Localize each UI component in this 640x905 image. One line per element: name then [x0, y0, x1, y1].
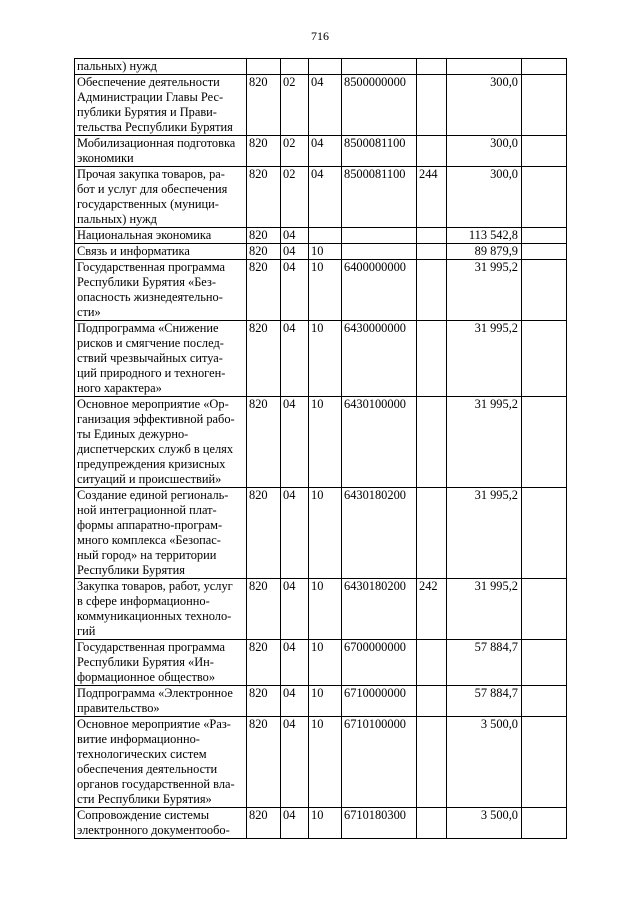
- table-row: [75, 488, 567, 579]
- row-code-3: [309, 59, 342, 75]
- row-empty-cell: [522, 579, 567, 640]
- table-row: [75, 228, 567, 244]
- table-row: [75, 167, 567, 228]
- row-code-1: 820: [247, 321, 281, 397]
- row-code-3: 10: [309, 686, 342, 717]
- row-name: Обеспечение деятельности Администрации Главы Рес- публики Бурятия и Прави- тельства Республики Бурятия: [75, 75, 247, 136]
- row-empty-cell: [522, 686, 567, 717]
- row-empty-cell: [522, 260, 567, 321]
- row-code-4: 6430180200: [342, 488, 417, 579]
- table-row: [75, 59, 567, 75]
- row-empty-cell: [522, 244, 567, 260]
- row-code-3: 10: [309, 488, 342, 579]
- row-code-1: 820: [247, 260, 281, 321]
- row-amount: 3 500,0: [447, 808, 522, 839]
- row-code-3: 10: [309, 397, 342, 488]
- row-code-5: [417, 75, 447, 136]
- row-code-2: 04: [281, 579, 309, 640]
- row-amount: 89 879,9: [447, 244, 522, 260]
- row-code-5: 244: [417, 167, 447, 228]
- row-code-3: 04: [309, 167, 342, 228]
- row-code-4: 6700000000: [342, 640, 417, 686]
- row-code-5: [417, 717, 447, 808]
- row-amount: 113 542,8: [447, 228, 522, 244]
- row-code-2: 02: [281, 167, 309, 228]
- table-row: [75, 640, 567, 686]
- table-row: [75, 321, 567, 397]
- row-amount: 31 995,2: [447, 321, 522, 397]
- row-empty-cell: [522, 59, 567, 75]
- table-row: [75, 579, 567, 640]
- row-name: Национальная экономика: [75, 228, 247, 244]
- table-row: [75, 244, 567, 260]
- row-code-1: 820: [247, 488, 281, 579]
- row-amount: 300,0: [447, 75, 522, 136]
- row-code-1: 820: [247, 579, 281, 640]
- row-code-3: 04: [309, 75, 342, 136]
- row-code-4: 6400000000: [342, 260, 417, 321]
- row-code-3: 10: [309, 640, 342, 686]
- row-empty-cell: [522, 397, 567, 488]
- row-code-5: [417, 397, 447, 488]
- row-name: пальных) нужд: [75, 59, 247, 75]
- row-code-2: 04: [281, 244, 309, 260]
- row-code-5: [417, 808, 447, 839]
- row-empty-cell: [522, 808, 567, 839]
- row-code-3: 10: [309, 579, 342, 640]
- row-code-2: [281, 59, 309, 75]
- row-empty-cell: [522, 75, 567, 136]
- row-name: Мобилизационная подготовка экономики: [75, 136, 247, 167]
- row-amount: 57 884,7: [447, 686, 522, 717]
- row-name: Сопровождение системы электронного документообо-: [75, 808, 247, 839]
- row-name: Связь и информатика: [75, 244, 247, 260]
- row-code-3: [309, 228, 342, 244]
- row-code-5: [417, 488, 447, 579]
- row-empty-cell: [522, 488, 567, 579]
- row-amount: 57 884,7: [447, 640, 522, 686]
- row-code-4: 8500081100: [342, 167, 417, 228]
- row-code-4: 6430180200: [342, 579, 417, 640]
- row-amount: 31 995,2: [447, 579, 522, 640]
- table-row: [75, 717, 567, 808]
- row-code-2: 04: [281, 717, 309, 808]
- row-code-4: 6430100000: [342, 397, 417, 488]
- row-name: Закупка товаров, работ, услуг в сфере информационно- коммуникационных техноло- гий: [75, 579, 247, 640]
- row-code-2: 04: [281, 808, 309, 839]
- row-code-4: [342, 59, 417, 75]
- row-code-2: 02: [281, 75, 309, 136]
- row-code-4: [342, 228, 417, 244]
- row-code-5: [417, 321, 447, 397]
- row-code-2: 04: [281, 640, 309, 686]
- row-code-3: 10: [309, 260, 342, 321]
- row-code-1: 820: [247, 244, 281, 260]
- row-empty-cell: [522, 640, 567, 686]
- row-code-2: 04: [281, 260, 309, 321]
- row-code-2: 04: [281, 321, 309, 397]
- page-number: 716: [311, 29, 329, 43]
- row-amount: 300,0: [447, 136, 522, 167]
- row-code-3: 10: [309, 717, 342, 808]
- row-code-5: [417, 244, 447, 260]
- row-code-1: 820: [247, 228, 281, 244]
- row-code-4: 6710000000: [342, 686, 417, 717]
- row-code-4: 8500000000: [342, 75, 417, 136]
- row-code-1: 820: [247, 75, 281, 136]
- table-row: [75, 75, 567, 136]
- row-code-5: [417, 136, 447, 167]
- row-name: Основное мероприятие «Раз- витие информационно- технологических систем обеспечения деятельности органов государственной вла- сти Республики Бурятия»: [75, 717, 247, 808]
- row-amount: 31 995,2: [447, 488, 522, 579]
- row-code-2: 02: [281, 136, 309, 167]
- row-code-3: 10: [309, 321, 342, 397]
- row-amount: [447, 59, 522, 75]
- row-code-5: [417, 59, 447, 75]
- row-empty-cell: [522, 167, 567, 228]
- row-empty-cell: [522, 321, 567, 397]
- table-row: [75, 686, 567, 717]
- row-code-2: 04: [281, 488, 309, 579]
- row-amount: 31 995,2: [447, 397, 522, 488]
- row-code-4: 6430000000: [342, 321, 417, 397]
- row-code-1: 820: [247, 136, 281, 167]
- table-row: [75, 260, 567, 321]
- table-row: [75, 136, 567, 167]
- row-name: Прочая закупка товаров, ра- бот и услуг для обеспечения государственных (муници- пальных) нужд: [75, 167, 247, 228]
- row-code-3: 10: [309, 244, 342, 260]
- row-amount: 3 500,0: [447, 717, 522, 808]
- row-code-5: [417, 228, 447, 244]
- row-name: Подпрограмма «Электронное правительство»: [75, 686, 247, 717]
- row-amount: 31 995,2: [447, 260, 522, 321]
- row-name: Основное мероприятие «Ор- ганизация эффективной рабо- ты Единых дежурно- диспетчерских служб в целях предупреждения кризисных ситуаций и происшествий»: [75, 397, 247, 488]
- row-code-5: [417, 686, 447, 717]
- row-code-4: 6710180300: [342, 808, 417, 839]
- row-code-3: 10: [309, 808, 342, 839]
- row-code-1: 820: [247, 808, 281, 839]
- row-code-2: 04: [281, 228, 309, 244]
- row-code-5: [417, 260, 447, 321]
- row-name: Создание единой региональ- ной интеграционной плат- формы аппаратно-програм- много комплекса «Безопас- ный город» на территории Республики Бурятия: [75, 488, 247, 579]
- row-code-4: 8500081100: [342, 136, 417, 167]
- budget-table: [74, 58, 567, 839]
- row-code-3: 04: [309, 136, 342, 167]
- row-code-4: 6710100000: [342, 717, 417, 808]
- row-empty-cell: [522, 228, 567, 244]
- row-code-1: 820: [247, 640, 281, 686]
- table-body: [75, 59, 567, 839]
- row-code-2: 04: [281, 686, 309, 717]
- row-name: Государственная программа Республики Бурятия «Без- опасность жизнедеятельно- сти»: [75, 260, 247, 321]
- row-code-4: [342, 244, 417, 260]
- row-code-1: 820: [247, 686, 281, 717]
- row-code-5: [417, 640, 447, 686]
- row-amount: 300,0: [447, 167, 522, 228]
- row-code-1: [247, 59, 281, 75]
- table-row: [75, 397, 567, 488]
- row-name: Подпрограмма «Снижение рисков и смягчение послед- ствий чрезвычайных ситуа- ций природного и техноген- ного характера»: [75, 321, 247, 397]
- row-name: Государственная программа Республики Бурятия «Ин- формационное общество»: [75, 640, 247, 686]
- row-code-1: 820: [247, 717, 281, 808]
- row-empty-cell: [522, 136, 567, 167]
- row-code-2: 04: [281, 397, 309, 488]
- row-empty-cell: [522, 717, 567, 808]
- row-code-1: 820: [247, 397, 281, 488]
- row-code-5: 242: [417, 579, 447, 640]
- row-code-1: 820: [247, 167, 281, 228]
- table-row: [75, 808, 567, 839]
